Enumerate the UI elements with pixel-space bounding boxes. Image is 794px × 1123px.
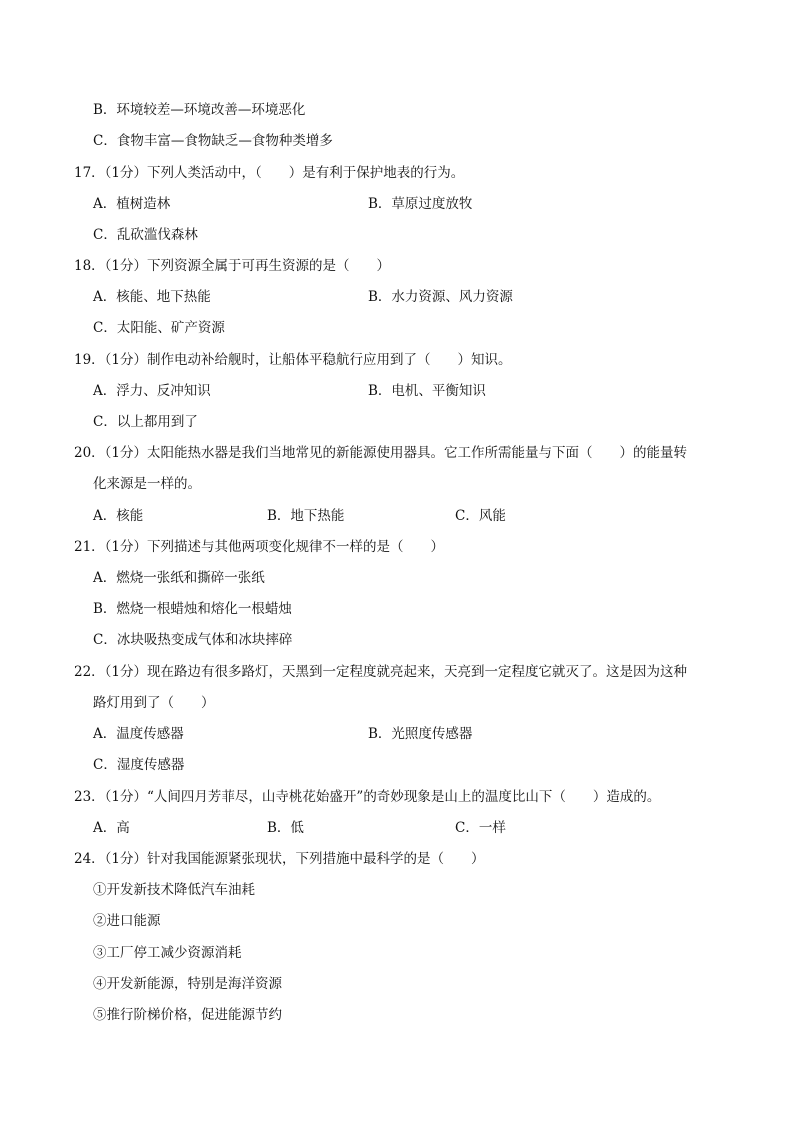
question-22-option-a: A．温度传感器: [93, 726, 184, 742]
question-19-option-c: C．以上都用到了: [93, 414, 198, 430]
question-21-option-c: C．冰块吸热变成气体和冰块摔碎: [93, 632, 293, 648]
question-23-stem: 23．（1分）“人间四月芳菲尽，山寺桃花始盛开”的奇妙现象是山上的温度比山下（ ）造成的。: [74, 789, 661, 805]
question-21-stem: 21．（1分）下列描述与其他两项变化规律不一样的是（ ）: [74, 539, 445, 555]
question-24-item-4: ④开发新能源，特别是海洋资源: [93, 976, 282, 992]
question-21-option-a: A．燃烧一张纸和撕碎一张纸: [93, 570, 265, 586]
question-22-option-c: C．湿度传感器: [93, 757, 185, 773]
question-18-option-c: C．太阳能、矿产资源: [93, 320, 225, 336]
question-24-item-3: ③工厂停工减少资源消耗: [93, 945, 242, 961]
question-17-option-b: B．草原过度放牧: [368, 196, 473, 212]
question-20-option-b: B．地下热能: [267, 508, 345, 524]
question-24-item-1: ①开发新技术降低汽车油耗: [93, 882, 255, 898]
option-b-q16: B．环境较差—环境改善—环境恶化: [93, 102, 306, 118]
question-23-option-a: A．高: [93, 820, 130, 836]
question-18-option-a: A．核能、地下热能: [93, 289, 211, 305]
question-19-option-b: B．电机、平衡知识: [368, 383, 486, 399]
question-24-item-5: ⑤推行阶梯价格，促进能源节约: [93, 1007, 282, 1023]
question-17-option-a: A．植树造林: [93, 196, 171, 212]
question-18-option-b: B．水力资源、风力资源: [368, 289, 513, 305]
question-20-stem: 20．（1分）太阳能热水器是我们当地常见的新能源使用器具。它工作所需能量与下面（ ）的能量转: [74, 445, 688, 461]
question-23-option-c: C．一样: [455, 820, 506, 836]
question-22-option-b: B．光照度传感器: [368, 726, 473, 742]
question-20-stem-continued: 化来源是一样的。: [93, 476, 201, 492]
question-17-option-c: C．乱砍滥伐森林: [93, 227, 198, 243]
question-20-option-a: A．核能: [93, 508, 144, 524]
question-19-option-a: A．浮力、反冲知识: [93, 383, 211, 399]
question-24-item-2: ②进口能源: [93, 913, 161, 929]
question-21-option-b: B．燃烧一根蜡烛和熔化一根蜡烛: [93, 601, 292, 617]
question-22-stem-continued: 路灯用到了（ ）: [93, 695, 215, 711]
question-17-stem: 17．（1分）下列人类活动中，（ ）是有利于保护地表的行为。: [74, 165, 465, 181]
question-23-option-b: B．低: [267, 820, 304, 836]
question-24-stem: 24．（1分）针对我国能源紧张现状，下列措施中最科学的是（ ）: [74, 851, 485, 867]
question-18-stem: 18．（1分）下列资源全属于可再生资源的是（ ）: [74, 258, 391, 274]
question-22-stem: 22．（1分）现在路边有很多路灯，天黑到一定程度就亮起来，天亮到一定程度它就灭了。这是因为这种: [74, 664, 688, 680]
option-c-q16: C．食物丰富—食物缺乏—食物种类增多: [93, 133, 333, 149]
question-19-stem: 19．（1分）制作电动补给舰时，让船体平稳航行应用到了（ ）知识。: [74, 352, 512, 368]
question-20-option-c: C．风能: [455, 508, 506, 524]
